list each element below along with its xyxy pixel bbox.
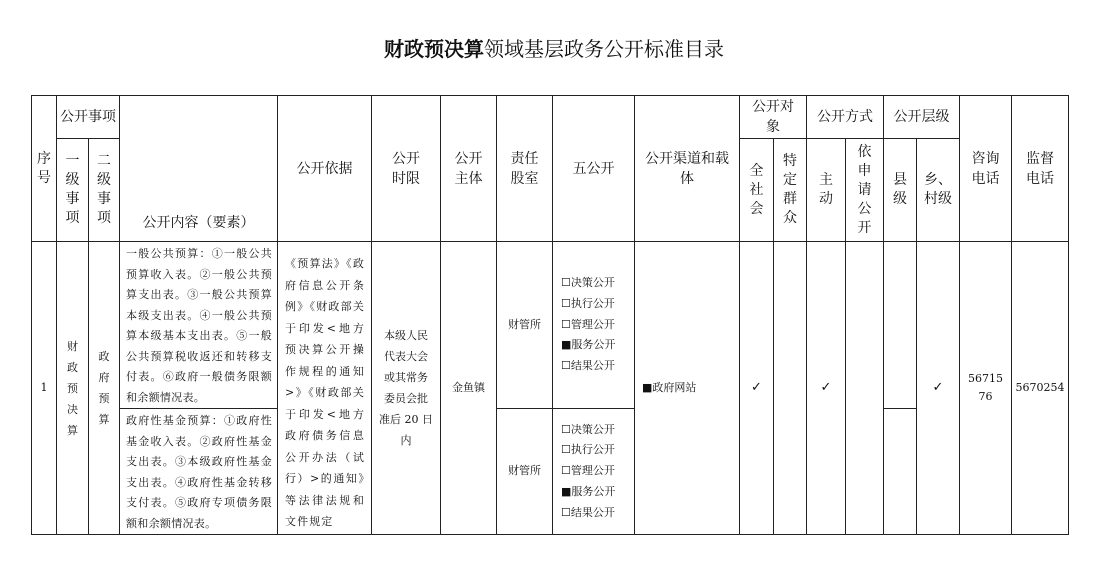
cell-target-all-check: ✓ bbox=[740, 242, 774, 535]
cell-level-county-1 bbox=[884, 242, 917, 409]
header-level: 公开层级 bbox=[884, 96, 960, 139]
page-title-bold: 财政预决算 bbox=[384, 37, 484, 61]
cell-content-general-budget: 一般公共预算：①一般公共预算收入表。②一般公共预算支出表。③一般公共预算本级支出表。④一般公共预算本级基本支出表。⑤一般公共预算税收返还和转移支付表。⑥政府一般债务限额和余额情况表。 bbox=[120, 242, 278, 409]
header-subject: 公开主体 bbox=[441, 96, 497, 242]
cell-basis: 《预算法》《政府信息公开条例》《财政部关于印发<地方预决算公开操作规程的通知>》《财政部关于印发<地方政府债务信息公开办法（试行）>的通知》等法律法规和文件规定 bbox=[278, 242, 372, 535]
five-item-result: ☐结果公开 bbox=[561, 359, 615, 373]
five-item-decision: ☐决策公开 bbox=[561, 422, 615, 436]
five-item-management: ☐管理公开 bbox=[561, 317, 615, 331]
header-target: 公开对象 bbox=[740, 96, 807, 139]
cell-target-specific bbox=[774, 242, 807, 535]
cell-method-apply bbox=[846, 242, 884, 535]
header-method-active: 主动 bbox=[807, 139, 846, 242]
cell-level1: 财政预决算 bbox=[57, 242, 89, 535]
cell-method-active-check: ✓ bbox=[807, 242, 846, 535]
page-title-rest: 领域基层政务公开标准目录 bbox=[484, 37, 724, 61]
five-item-execution: ☐执行公开 bbox=[561, 296, 615, 310]
five-item-decision: ☐决策公开 bbox=[561, 276, 615, 290]
cell-channel: ■政府网站 bbox=[635, 242, 740, 535]
header-level-village: 乡、村级 bbox=[917, 139, 960, 242]
header-office: 责任股室 bbox=[497, 96, 553, 242]
header-seq: 序号 bbox=[32, 96, 57, 242]
header-basis: 公开依据 bbox=[278, 96, 372, 242]
cell-level-county-2 bbox=[884, 409, 917, 535]
catalog-table bbox=[31, 95, 1069, 535]
cell-supervise-phone: 5670254 bbox=[1012, 242, 1069, 535]
header-level1: 一级事项 bbox=[57, 139, 89, 242]
cell-level-village-check: ✓ bbox=[917, 242, 960, 535]
header-time-limit: 公开时限 bbox=[372, 96, 441, 242]
cell-level2: 政府预算 bbox=[89, 242, 120, 535]
cell-office-1: 财管所 bbox=[497, 242, 553, 409]
five-item-management: ☐管理公开 bbox=[561, 464, 615, 478]
five-item-service: ■服务公开 bbox=[561, 484, 616, 498]
header-five: 五公开 bbox=[553, 96, 635, 242]
header-method-apply: 依申请公开 bbox=[846, 139, 884, 242]
five-item-result: ☐结果公开 bbox=[561, 505, 615, 519]
header-content: 公开内容（要素） bbox=[120, 96, 278, 242]
header-method: 公开方式 bbox=[807, 96, 884, 139]
cell-office-2: 财管所 bbox=[497, 409, 553, 535]
cell-five-2 bbox=[553, 409, 635, 535]
header-target-specific: 特定群众 bbox=[774, 139, 807, 242]
cell-five-1 bbox=[553, 242, 635, 409]
cell-consult-phone: 5671576 bbox=[960, 242, 1012, 535]
header-consult-phone: 咨询电话 bbox=[960, 96, 1012, 242]
cell-time-limit: 本级人民代表大会或其常务委员会批准后 20 日内 bbox=[372, 242, 441, 535]
header-matter: 公开事项 bbox=[57, 96, 120, 139]
header-level2: 二级事项 bbox=[89, 139, 120, 242]
page-title bbox=[0, 33, 1108, 62]
header-supervise-phone: 监督电话 bbox=[1012, 96, 1069, 242]
header-target-all: 全社会 bbox=[740, 139, 774, 242]
cell-subject: 金鱼镇 bbox=[441, 242, 497, 535]
five-item-service: ■服务公开 bbox=[561, 338, 616, 352]
cell-seq: 1 bbox=[32, 242, 57, 535]
five-item-execution: ☐执行公开 bbox=[561, 443, 615, 457]
header-level-county: 县级 bbox=[884, 139, 917, 242]
cell-content-fund-budget: 政府性基金预算：①政府性基金收入表。②政府性基金支出表。③本级政府性基金支出表。④政府性基金转移支付表。⑤政府专项债务限额和余额情况表。 bbox=[120, 409, 278, 535]
header-channel: 公开渠道和载体 bbox=[635, 96, 740, 242]
